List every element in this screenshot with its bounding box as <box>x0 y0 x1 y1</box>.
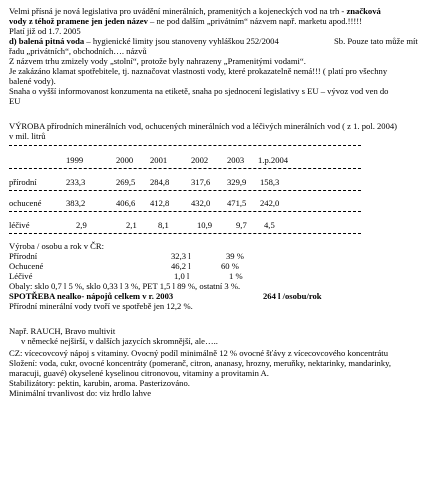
intro-emphasis: vody z téhož pramene jen jeden název <box>9 16 148 26</box>
table-cell: 269,5 <box>116 177 136 187</box>
per-capita-pct: 60 % <box>221 261 239 271</box>
table-unit: v mil. litrů <box>9 131 46 141</box>
intro-line <box>9 16 362 26</box>
table-cell: 406,6 <box>116 198 136 208</box>
intro-text: – ne pod dalším „privátním“ názvem např. marketu apod.!!!!! <box>147 16 362 26</box>
example-line: maracuji, guavé) okyselené kyselinou citronovou, vitaminy a provitamin A. <box>9 368 269 378</box>
table-cell: 2,9 <box>76 220 87 230</box>
per-capita-label: Přírodní <box>9 251 38 261</box>
table-cell: 317,6 <box>191 177 211 187</box>
table-row-label: ochucené <box>9 198 42 208</box>
consumption-label: SPOTŘEBA nealko- nápojů celkem v r. 2003 <box>9 291 174 301</box>
table-header-cell: 2002 <box>191 155 209 165</box>
table-rule <box>9 190 361 191</box>
table-cell: 10,9 <box>197 220 213 230</box>
table-cell: 329,9 <box>227 177 247 187</box>
share-line: Přírodní minerální vody tvoří ve spotřebě jen 12,2 %. <box>9 301 193 311</box>
table-cell: 471,5 <box>227 198 247 208</box>
intro-text: Velmi přísná je nová legislativa pro uvádění minerálních, pramenitých a kojeneckých vod na trh - <box>9 6 347 16</box>
table-cell: 242,0 <box>260 198 280 208</box>
table-header-cell: 2000 <box>116 155 134 165</box>
table-rule <box>9 233 361 234</box>
table-header-cell: 1.p.2004 <box>258 155 289 165</box>
intro-line: Je zakázáno klamat spotřebitele, tj. naznačovat vlastnosti vody, které prokazatelně nemá!!! ( platí pro všechny <box>9 66 388 76</box>
table-rule <box>9 211 361 212</box>
intro-line: balené vody). <box>9 76 56 86</box>
table-cell: 432,0 <box>191 198 211 208</box>
intro-emphasis: značková <box>346 6 381 16</box>
example-line: Stabilizátory: pektin, karubin, aroma. Pasterizováno. <box>9 378 190 388</box>
example-line: Minimální trvanlivost do: viz hrdlo lahve <box>9 388 152 398</box>
table-cell: 284,8 <box>150 177 170 187</box>
per-capita-label: Léčivé <box>9 271 33 281</box>
per-capita-title: Výroba / osobu a rok v ČR: <box>9 241 105 251</box>
table-cell: 4,5 <box>264 220 275 230</box>
table-header-cell: 2001 <box>150 155 168 165</box>
intro-text: – hygienické limity jsou stanoveny vyhláškou 252/2004 <box>84 36 279 46</box>
intro-line <box>9 6 381 16</box>
example-line: CZ: vícecovcový nápoj s vitaminy. Ovocný podíl minimálně 12 % ovocné šťávy z vícecovcového koncentrátu <box>9 348 388 358</box>
table-cell: 8,1 <box>158 220 169 230</box>
table-row-label: léčivé <box>9 220 30 230</box>
table-rule <box>9 168 361 169</box>
example-line: Např. RAUCH, Bravo multivit <box>9 326 116 336</box>
intro-line <box>9 36 279 46</box>
table-header-cell: 1999 <box>66 155 84 165</box>
example-line: v německé nejširší, v dalších jazycích skromnější, ale….. <box>21 336 218 346</box>
intro-line: EU <box>9 96 21 106</box>
intro-line: Snaha o vyšší informovanost konzumenta na etiketě, snaha po sjednocení legislativy s EU – vývoz vod ven do <box>9 86 389 96</box>
per-capita-value: 32,3 l <box>171 251 191 261</box>
packaging-line: Obaly: sklo 0,7 l 5 %, sklo 0,33 l 3 %, PET 1,5 l 89 %, ostatní 3 %. <box>9 281 241 291</box>
table-cell: 9,7 <box>236 220 247 230</box>
example-line: Složení: voda, cukr, ovocné koncentráty (pomeranč, citron, ananasy, hrozny, meruňky, nektarinky, mandarinky, <box>9 358 392 368</box>
per-capita-pct: 1 % <box>229 271 243 281</box>
consumption-value: 264 l /osobu/rok <box>263 291 322 301</box>
table-header-cell: 2003 <box>227 155 245 165</box>
per-capita-value: 1,0 l <box>174 271 190 281</box>
intro-line: řadu „privátních“, obchodních…. názvů <box>9 46 147 56</box>
table-cell: 383,2 <box>66 198 86 208</box>
table-title: VÝROBA přírodních minerálních vod, ochucených minerálních vod a léčivých minerálních vod ( z 1. pol. 2004) <box>9 121 398 131</box>
intro-line-right: Sb. Pouze tato může mít <box>334 36 418 46</box>
table-cell: 158,3 <box>260 177 280 187</box>
table-cell: 2,1 <box>126 220 137 230</box>
table-cell: 412,8 <box>150 198 170 208</box>
per-capita-label: Ochucené <box>9 261 44 271</box>
per-capita-value: 46,2 l <box>171 261 191 271</box>
intro-line: Z názvem trhu zmizely vody „stolní“, protože byly nahrazeny „Pramenitými vodami“. <box>9 56 306 66</box>
per-capita-pct: 39 % <box>226 251 244 261</box>
table-row-label: přírodní <box>9 177 37 187</box>
table-rule <box>9 145 361 146</box>
section-heading: d) balená pitná voda <box>9 36 85 46</box>
table-cell: 233,3 <box>66 177 86 187</box>
intro-line: Platí již od 1.7. 2005 <box>9 26 81 36</box>
